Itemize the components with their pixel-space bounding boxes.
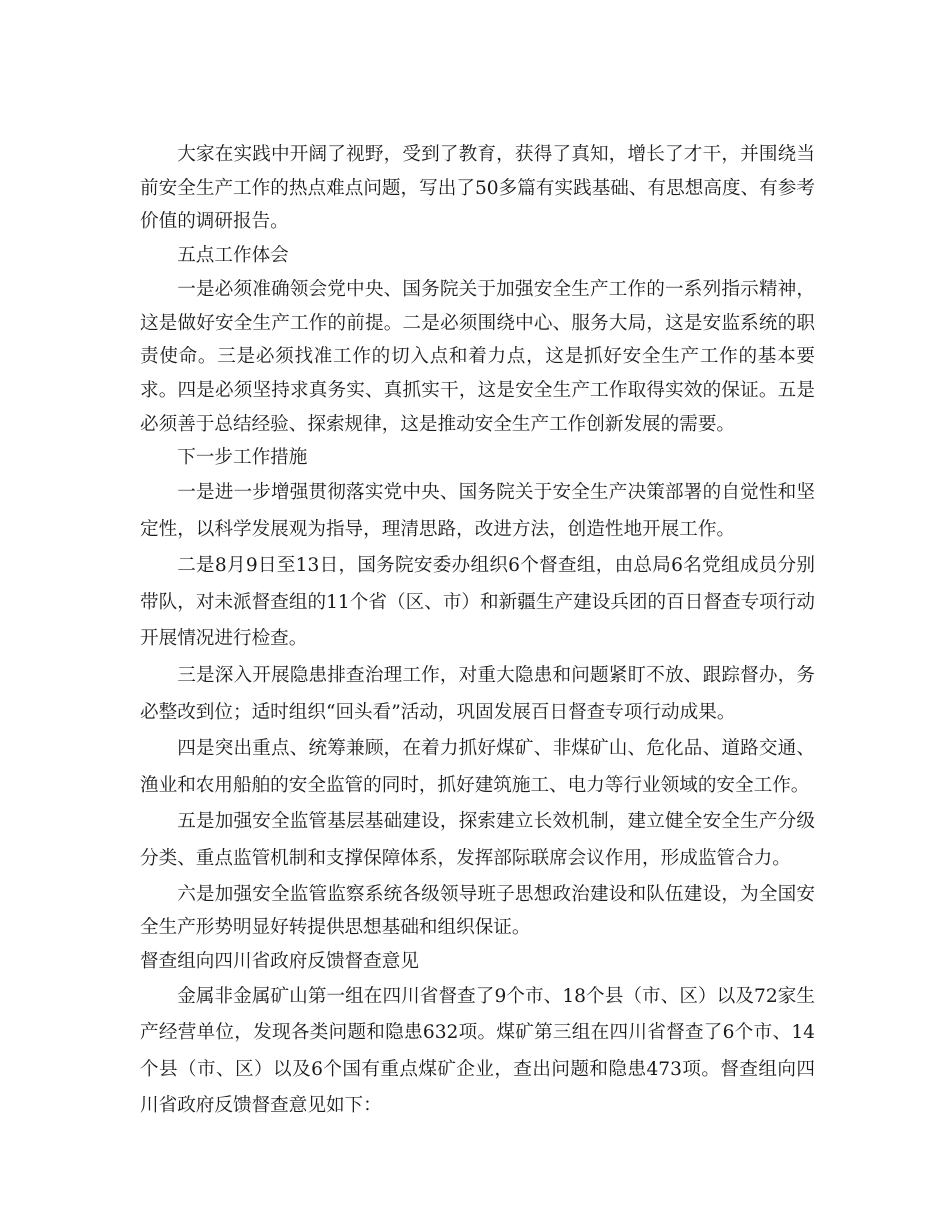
heading-five-experiences: 五点工作体会 <box>177 245 289 267</box>
paragraph-step-four: 四是突出重点、统筹兼顾，在着力抓好煤矿、非煤矿山、危化品、道路交通、渔业和农用船舶的安全监管的同时，抓好建筑施工、电力等行业领域的安全工作。 <box>140 738 815 796</box>
heading-next-steps: 下一步工作措施 <box>177 447 308 469</box>
paragraph-five-experiences: 一是必须准确领会党中央、国务院关于加强安全生产工作的一系列指示精神，这是做好安全生产工作的前提。二是必须围绕中心、服务大局，这是安监系统的职责使命。三是必须找准工作的切入点和着力点，这是抓好安全生产工作的基本要求。四是必须坚持求真务实、真抓实干，这是安全生产工作取得实效的保证。五是必须善于总结经验、探索规律，这是推动安全生产工作创新发展的需要。 <box>140 278 815 435</box>
paragraph-step-six: 六是加强安全监管监察系统各级领导班子思想政治建设和队伍建设，为全国安全生产形势明显好转提供思想基础和组织保证。 <box>140 883 815 939</box>
paragraph-step-two: 二是8月9日至13日，国务院安委办组织6个督查组，由总局6名党组成员分别带队，对未派督查组的11个省（区、市）和新疆生产建设兵团的百日督查专项行动开展情况进行检查。 <box>140 555 815 650</box>
paragraph-step-three: 三是深入开展隐患排查治理工作，对重大隐患和问题紧盯不放、跟踪督办，务必整改到位；适时组织“回头看”活动，巩固发展百日督查专项行动成果。 <box>140 665 815 723</box>
paragraph-research-reports: 大家在实践中开阔了视野，受到了教育，获得了真知，增长了才干，并围绕当前安全生产工作的热点难点问题，写出了50多篇有实践基础、有思想高度、有参考价值的调研报告。 <box>140 144 815 233</box>
paragraph-step-five: 五是加强安全监管基层基础建设，探索建立长效机制，建立健全安全生产分级分类、重点监管机制和支撑保障体系，发挥部际联席会议作用，形成监管合力。 <box>140 811 815 869</box>
document-page <box>140 138 815 1125</box>
paragraph-sichuan-inspection: 金属非金属矿山第一组在四川省督查了9个市、18个县（市、区）以及72家生产经营单位，发现各类问题和隐患632项。煤矿第三组在四川省督查了6个市、14个县（市、区）以及6个国有重点煤矿企业，查出问题和隐患473项。督查组向四川省政府反馈督查意见如下： <box>140 985 815 1117</box>
section-title-sichuan-feedback: 督查组向四川省政府反馈督查意见 <box>140 950 419 972</box>
paragraph-step-one: 一是进一步增强贯彻落实党中央、国务院关于安全生产决策部署的自觉性和坚定性，以科学发展观为指导，理清思路，改进方法，创造性地开展工作。 <box>140 482 815 540</box>
